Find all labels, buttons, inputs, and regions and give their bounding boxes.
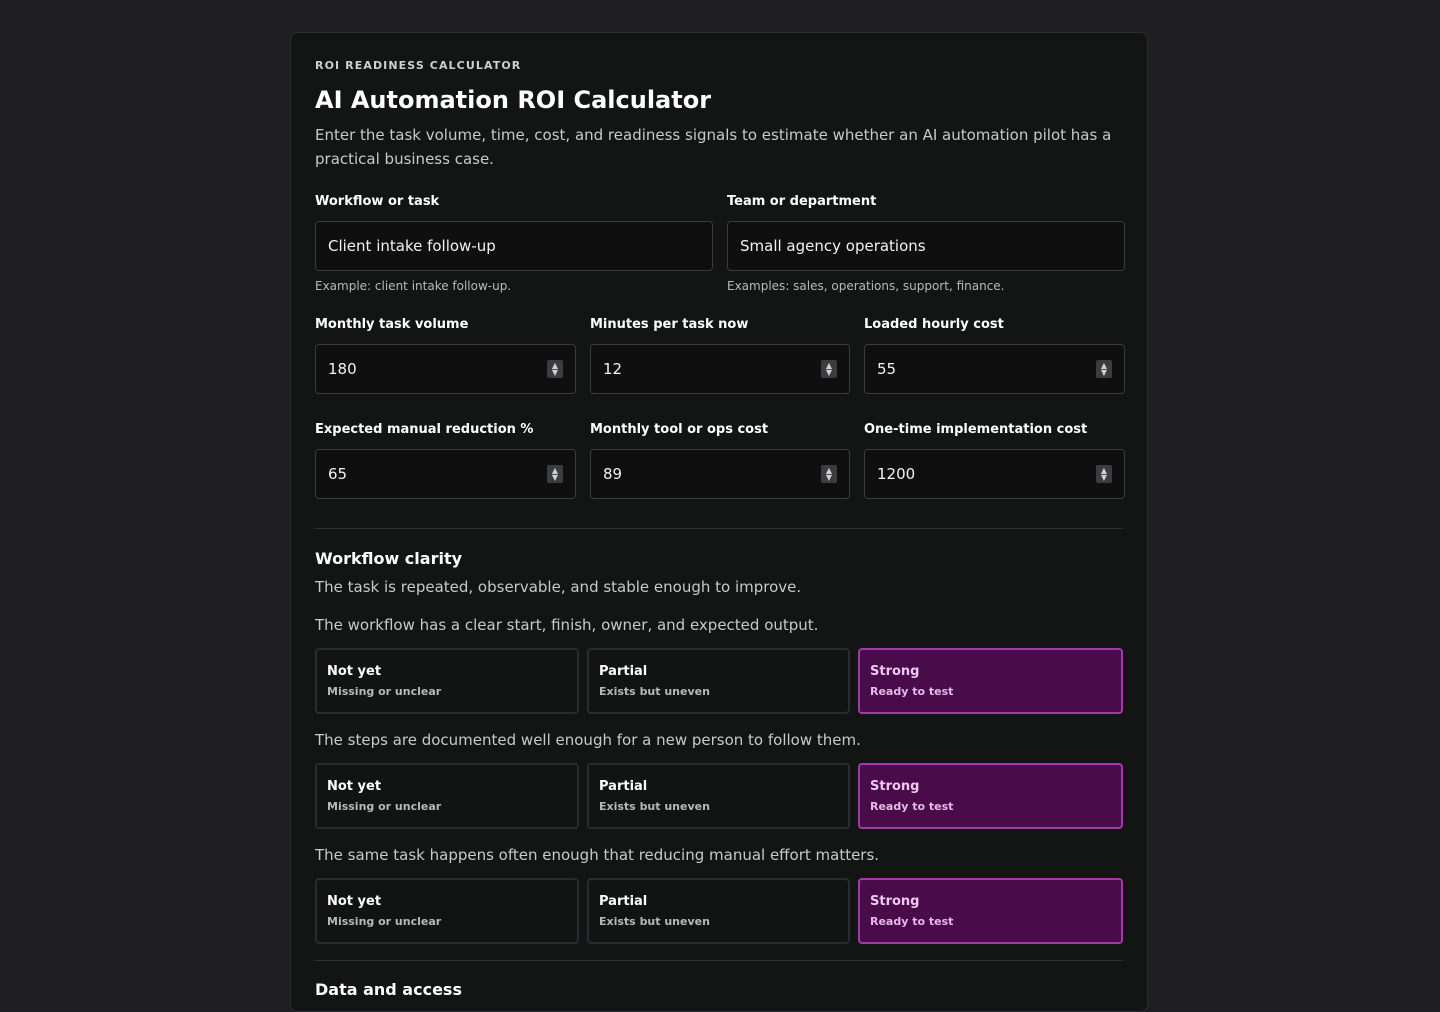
number-stepper[interactable]	[1096, 465, 1112, 483]
section-description: The task is repeated, observable, and stable enough to improve.	[315, 578, 802, 596]
question-text: The workflow has a clear start, finish, owner, and expected output.	[315, 616, 819, 634]
tool-cost-group	[590, 421, 850, 499]
option-group	[315, 648, 1123, 714]
number-fields-row-2	[315, 421, 1123, 499]
option-title: Strong	[870, 779, 920, 794]
chevron-down-icon: ▼	[825, 473, 833, 482]
chevron-down-icon: ▼	[551, 368, 559, 377]
monthly-volume-input[interactable]	[315, 344, 576, 394]
option-title: Strong	[870, 894, 920, 909]
chevron-up-icon: ▲	[551, 361, 559, 370]
number-stepper[interactable]	[547, 360, 563, 378]
workflow-input[interactable]	[315, 221, 713, 271]
option-title: Not yet	[327, 779, 382, 794]
team-field-group	[727, 193, 1125, 294]
tool-cost-input[interactable]	[590, 449, 850, 499]
workflow-clarity-section	[315, 548, 1123, 944]
option-subtitle: Exists but uneven	[599, 800, 710, 813]
team-value: Small agency operations	[740, 237, 926, 255]
chevron-up-icon: ▲	[1100, 361, 1108, 370]
option-title: Partial	[599, 664, 648, 679]
option-subtitle: Ready to test	[870, 800, 954, 813]
number-stepper[interactable]	[821, 360, 837, 378]
team-label: Team or department	[727, 194, 877, 209]
calculator-card	[290, 32, 1148, 1012]
option-strong[interactable]	[858, 878, 1123, 944]
intro-text: Enter the task volume, time, cost, and readiness signals to estimate whether an AI automation pilot has a practical business case.	[315, 126, 1112, 168]
option-strong[interactable]	[858, 648, 1123, 714]
monthly-volume-value: 180	[328, 360, 357, 378]
workflow-value: Client intake follow-up	[328, 237, 496, 255]
number-stepper[interactable]	[821, 465, 837, 483]
option-group	[315, 763, 1123, 829]
option-not-yet[interactable]	[315, 878, 579, 944]
manual-reduction-label: Expected manual reduction %	[315, 422, 534, 437]
option-subtitle: Missing or unclear	[327, 685, 442, 698]
chevron-up-icon: ▲	[551, 466, 559, 475]
option-partial[interactable]	[587, 878, 850, 944]
option-not-yet[interactable]	[315, 648, 579, 714]
hourly-cost-label: Loaded hourly cost	[864, 317, 1004, 332]
question-text: The steps are documented well enough for a new person to follow them.	[315, 731, 861, 749]
tool-cost-label: Monthly tool or ops cost	[590, 422, 769, 437]
option-title: Not yet	[327, 664, 382, 679]
workflow-field-group	[315, 193, 713, 294]
minutes-per-task-input[interactable]	[590, 344, 850, 394]
hourly-cost-group	[864, 316, 1125, 394]
workflow-label: Workflow or task	[315, 194, 440, 209]
team-input[interactable]	[727, 221, 1125, 271]
number-stepper[interactable]	[547, 465, 563, 483]
next-section-title: Data and access	[315, 980, 462, 999]
monthly-volume-group	[315, 316, 576, 394]
implementation-cost-input[interactable]	[864, 449, 1125, 499]
option-title: Not yet	[327, 894, 382, 909]
option-partial[interactable]	[587, 648, 850, 714]
section-divider	[315, 960, 1123, 961]
chevron-down-icon: ▼	[825, 368, 833, 377]
implementation-cost-group	[864, 421, 1125, 499]
chevron-up-icon: ▲	[1100, 466, 1108, 475]
option-strong[interactable]	[858, 763, 1123, 829]
option-partial[interactable]	[587, 763, 850, 829]
option-subtitle: Missing or unclear	[327, 800, 442, 813]
chevron-up-icon: ▲	[825, 466, 833, 475]
implementation-cost-label: One-time implementation cost	[864, 422, 1088, 437]
question-text: The same task happens often enough that reducing manual effort matters.	[315, 846, 880, 864]
hourly-cost-value: 55	[877, 360, 897, 378]
option-subtitle: Ready to test	[870, 915, 954, 928]
option-subtitle: Ready to test	[870, 685, 954, 698]
chevron-down-icon: ▼	[1100, 368, 1108, 377]
implementation-cost-value: 1200	[877, 465, 916, 483]
tool-cost-value: 89	[603, 465, 623, 483]
workflow-hint: Example: client intake follow-up.	[315, 279, 512, 293]
option-title: Partial	[599, 894, 648, 909]
number-stepper[interactable]	[1096, 360, 1112, 378]
option-subtitle: Missing or unclear	[327, 915, 442, 928]
chevron-up-icon: ▲	[825, 361, 833, 370]
chevron-down-icon: ▼	[551, 473, 559, 482]
option-subtitle: Exists but uneven	[599, 915, 710, 928]
manual-reduction-group	[315, 421, 576, 499]
minutes-per-task-group	[590, 316, 850, 394]
option-title: Strong	[870, 664, 920, 679]
option-not-yet[interactable]	[315, 763, 579, 829]
section-title: Workflow clarity	[315, 549, 463, 568]
option-title: Partial	[599, 779, 648, 794]
team-hint: Examples: sales, operations, support, finance.	[727, 279, 1005, 293]
section-divider	[315, 528, 1123, 529]
text-fields-row	[315, 193, 1123, 294]
minutes-per-task-label: Minutes per task now	[590, 317, 749, 332]
option-group	[315, 878, 1123, 944]
page-title: AI Automation ROI Calculator	[315, 86, 712, 114]
number-fields-row-1	[315, 316, 1123, 394]
option-subtitle: Exists but uneven	[599, 685, 710, 698]
chevron-down-icon: ▼	[1100, 473, 1108, 482]
hourly-cost-input[interactable]	[864, 344, 1125, 394]
minutes-per-task-value: 12	[603, 360, 623, 378]
eyebrow-label: ROI READINESS CALCULATOR	[315, 59, 522, 72]
manual-reduction-value: 65	[328, 465, 348, 483]
manual-reduction-input[interactable]	[315, 449, 576, 499]
monthly-volume-label: Monthly task volume	[315, 317, 469, 332]
